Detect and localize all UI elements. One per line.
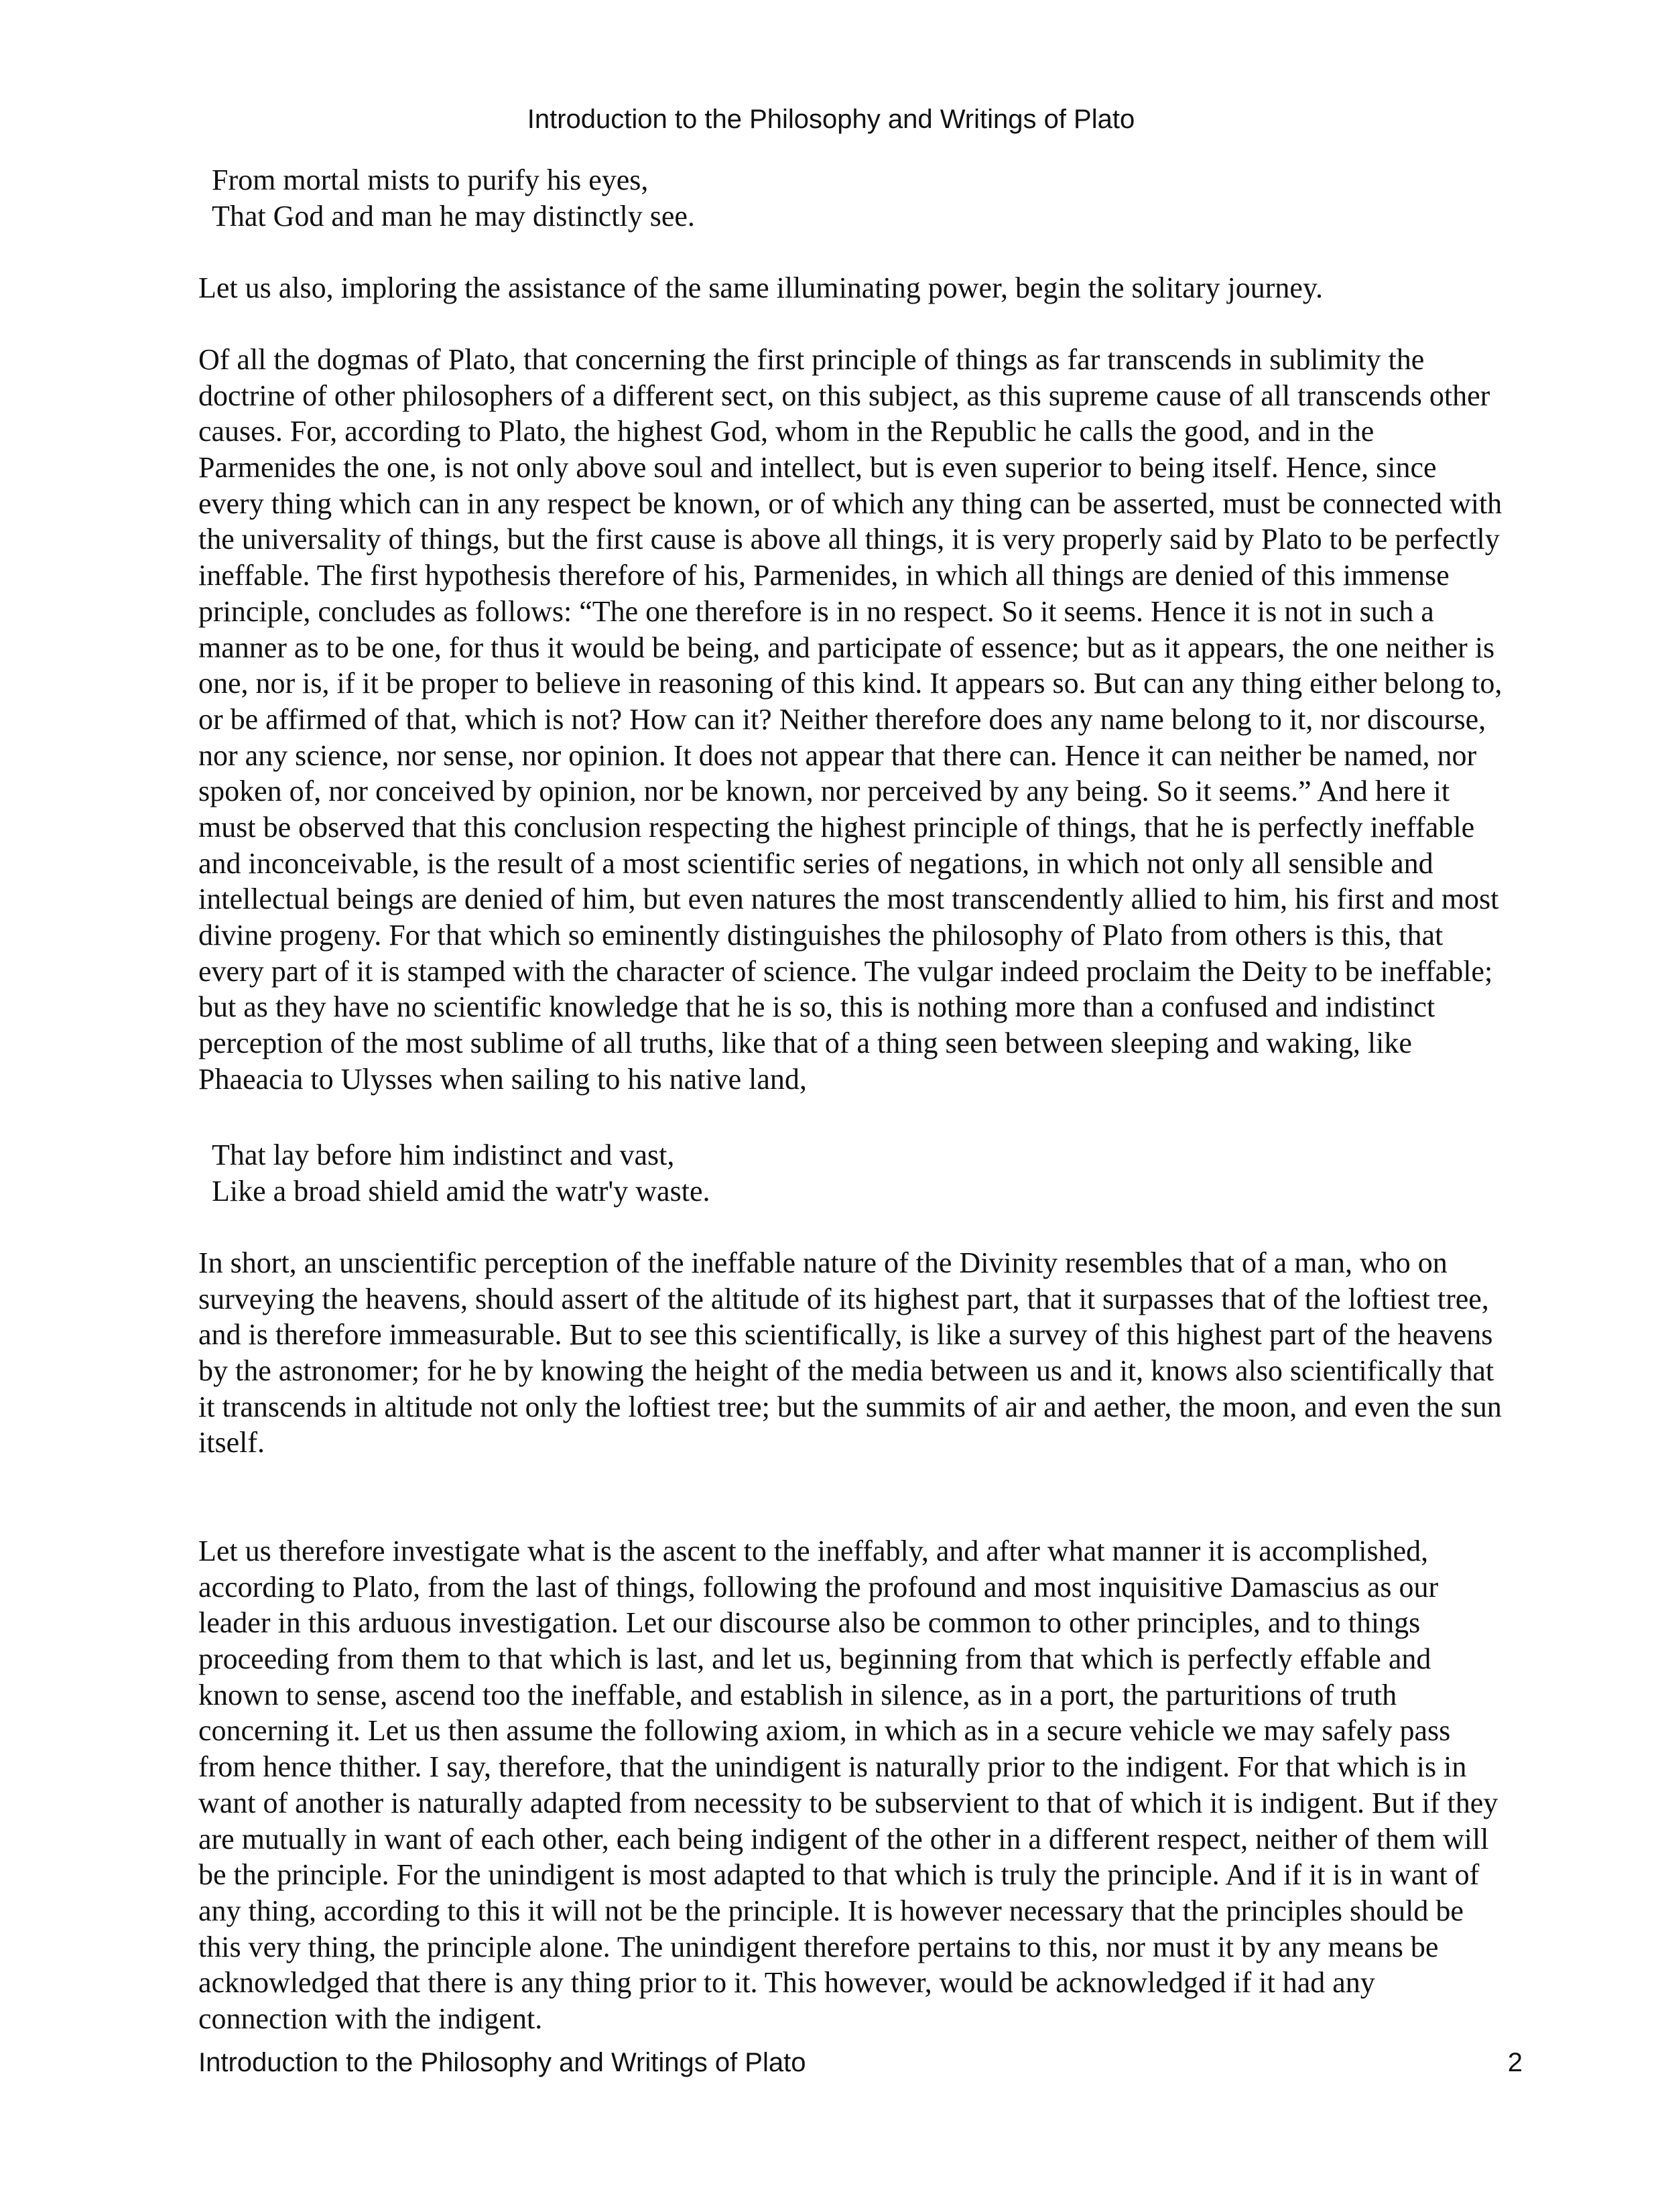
text-line: according to Plato, from the last of things, following the profound and most inquisitive Damascius as our [198,1570,1439,1604]
text-line: acknowledged that there is any thing prior to it. This however, would be acknowledged if it had any [198,1966,1375,2000]
text-line: proceeding from them to that which is last, and let us, beginning from that which is perfectly effable and [198,1642,1431,1676]
text-line: That lay before him indistinct and vast, [212,1138,675,1171]
verse-quote-1 [212,162,695,234]
verse-quote-2 [212,1137,710,1209]
text-line: known to sense, ascend too the ineffable, and establish in silence, as in a port, the parturitions of truth [198,1678,1397,1711]
text-line: doctrine of other philosophers of a different sect, on this subject, as this supreme cause of all transcends other [198,379,1490,412]
text-line: and is therefore immeasurable. But to see this scientifically, is like a survey of this highest part of the heavens [198,1318,1493,1352]
text-line: ineffable. The first hypothesis therefore of his, Parmenides, in which all things are denied of this immense [198,559,1450,592]
text-line: this very thing, the principle alone. The unindigent therefore pertains to this, nor must it by any means be [198,1930,1439,1963]
text-line: Phaeacia to Ulysses when sailing to his native land, [198,1062,807,1096]
text-line: Of all the dogmas of Plato, that concerning the first principle of things as far transcends in sublimity the [198,343,1425,376]
text-line: That God and man he may distinctly see. [212,199,695,233]
text-line: In short, an unscientific perception of the ineffable nature of the Divinity resembles that of a man, who on [198,1246,1448,1279]
text-line: are mutually in want of each other, each being indigent of the other in a different respect, neither of them will [198,1822,1489,1856]
text-line: principle, concludes as follows: “The one therefore is in no respect. So it seems. Hence it is not in such a [198,594,1434,628]
text-line: be the principle. For the unindigent is most adapted to that which is truly the principle. And if it is in want of [198,1858,1480,1892]
text-line: divine progeny. For that which so eminently distinguishes the philosophy of Plato from others is this, that [198,919,1444,952]
paragraph-2 [198,342,1502,1097]
footer-title: Introduction to the Philosophy and Writings of Plato [198,2048,806,2077]
text-line: the universality of things, but the first cause is above all things, it is very properly said by Plato to be perfectly [198,523,1500,556]
text-line: every part of it is stamped with the character of science. The vulgar indeed proclaim the Deity to be ineffable; [198,954,1493,988]
text-line: surveying the heavens, should assert of the altitude of its highest part, that it surpasses that of the loftiest tree, [198,1282,1489,1315]
text-line: concerning it. Let us then assume the following axiom, in which as in a secure vehicle we may safely pass [198,1714,1451,1748]
text-line: intellectual beings are denied of him, but even natures the most transcendently allied to him, his first and most [198,883,1499,916]
text-line: causes. For, according to Plato, the highest God, whom in the Republic he calls the good, and in the [198,415,1375,448]
text-line: want of another is naturally adapted from necessity to be subservient to that of which it is indigent. But if they [198,1786,1498,1819]
text-line: perception of the most sublime of all truths, like that of a thing seen between sleeping and waking, like [198,1027,1412,1060]
text-line: and inconceivable, is the result of a most scientific series of negations, in which not only all sensible and [198,846,1433,880]
text-line: Like a broad shield amid the watr'y waste. [212,1174,710,1208]
paragraph-1 [198,270,1323,306]
text-line: every thing which can in any respect be known, or of which any thing can be asserted, must be connected with [198,486,1503,520]
paragraph-3 [198,1245,1502,1461]
text-line: it transcends in altitude not only the loftiest tree; but the summits of air and aether, the moon, and even the sun [198,1390,1502,1423]
page-number: 2 [1507,2048,1523,2077]
text-line: but as they have no scientific knowledge that he is so, this is nothing more than a confused and indistinct [198,990,1435,1024]
text-line: Parmenides the one, is not only above soul and intellect, but is even superior to being itself. Hence, since [198,451,1437,484]
text-line: manner as to be one, for thus it would be being, and participate of essence; but as it appears, the one neither is [198,631,1495,664]
text-line: one, nor is, if it be proper to believe in reasoning of this kind. It appears so. But can any thing either belong to, [198,667,1503,700]
text-line: must be observed that this conclusion respecting the highest principle of things, that he is perfectly ineffable [198,810,1475,844]
text-line: From mortal mists to purify his eyes, [212,164,649,196]
text-line: any thing, according to this it will not be the principle. It is however necessary that the principles should be [198,1894,1464,1927]
text-line: Let us also, imploring the assistance of the same illuminating power, begin the solitary journey. [198,271,1324,304]
text-line: leader in this arduous investigation. Let our discourse also be common to other principles, and to things [198,1606,1421,1640]
text-line: or be affirmed of that, which is not? How can it? Neither therefore does any name belong to it, nor discourse, [198,702,1486,736]
text-line: Let us therefore investigate what is the ascent to the ineffably, and after what manner it is accomplished, [198,1535,1429,1567]
text-line: connection with the indigent. [198,2002,543,2035]
paragraph-4 [198,1533,1498,2037]
text-line: spoken of, nor conceived by opinion, nor be known, nor perceived by any being. So it seems.” And here it [198,775,1450,808]
running-header: Introduction to the Philosophy and Writings of Plato [527,105,1135,134]
text-line: by the astronomer; for he by knowing the height of the media between us and it, knows also scientifically that [198,1354,1494,1388]
text-line: itself. [198,1426,265,1459]
text-line: nor any science, nor sense, nor opinion. It does not appear that there can. Hence it can neither be named, nor [198,738,1477,772]
text-line: from hence thither. I say, therefore, that the unindigent is naturally prior to the indigent. For that which is in [198,1750,1467,1784]
